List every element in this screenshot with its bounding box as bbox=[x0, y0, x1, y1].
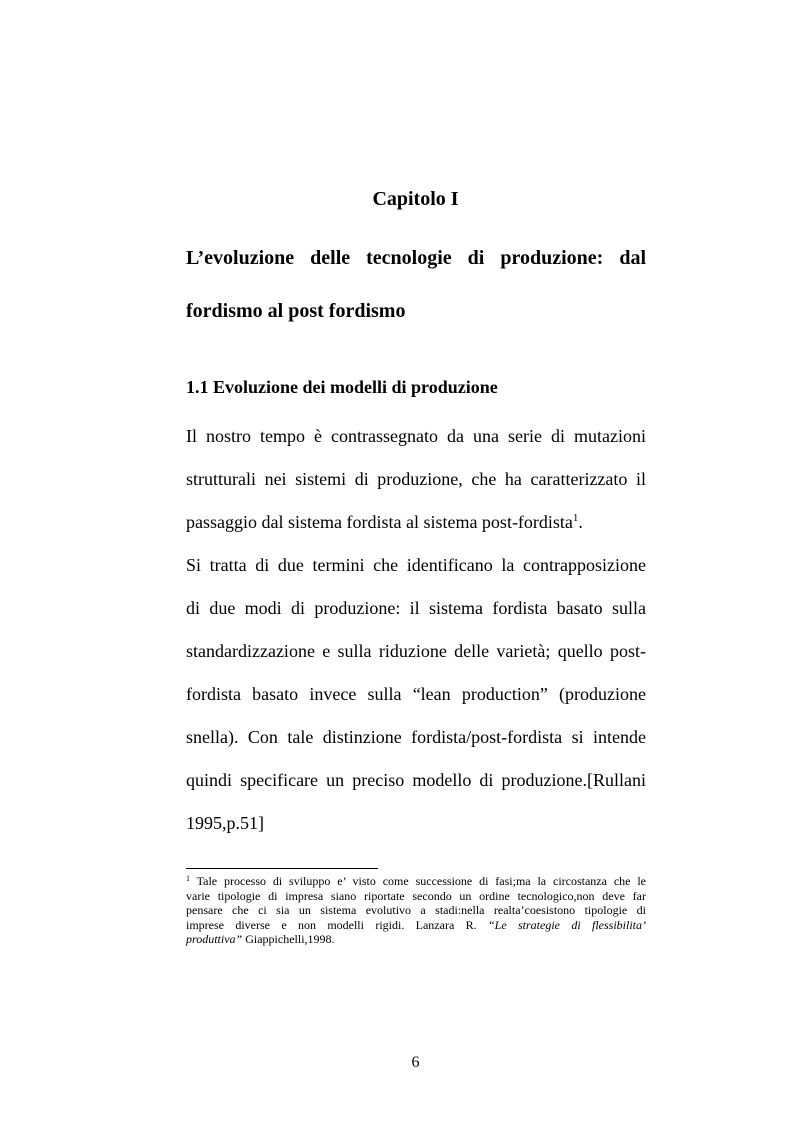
body-line: standardizzazione e sulla riduzione delle varietà; quello post- bbox=[186, 641, 646, 661]
chapter-title-line: L’evoluzione delle tecnologie di produzione: dal bbox=[186, 247, 646, 269]
section-heading: 1.1 Evoluzione dei modelli di produzione bbox=[186, 377, 498, 397]
footnote-text: Tale processo di sviluppo e’ visto come successione di fasi;ma la circostanza che le bbox=[196, 874, 646, 888]
footnote-text: imprese diverse e non modelli rigidi. Lanzara R. bbox=[186, 917, 488, 932]
body-line-text: passaggio dal sistema fordista al sistema post-fordista bbox=[186, 512, 573, 532]
footnote-line: varie tipologie di impresa siano riportate secondo un ordine tecnologico,non deve far bbox=[186, 888, 646, 903]
body-line: Il nostro tempo è contrassegnato da una serie di mutazioni bbox=[186, 426, 646, 446]
body-paragraphs bbox=[186, 415, 646, 845]
chapter-title bbox=[186, 232, 646, 338]
footnote-marker: 1 bbox=[186, 874, 190, 883]
chapter-title-line: fordismo al post fordismo bbox=[186, 300, 406, 322]
footnote-separator bbox=[186, 868, 378, 869]
body-line: snella). Con tale distinzione fordista/post-fordista si intende bbox=[186, 727, 646, 747]
body-line: quindi specificare un preciso modello di produzione.[Rullani bbox=[186, 770, 646, 790]
footnote-line: pensare che ci sia un sistema evolutivo a stadi:nella realta’coesistono tipologie di bbox=[186, 903, 646, 918]
body-line-period: . bbox=[578, 512, 583, 532]
footnote-line bbox=[186, 874, 646, 889]
footnote-citation-title: produttiva” bbox=[186, 932, 243, 947]
footnote-publisher: Giappichelli,1998. bbox=[242, 932, 335, 947]
page-number: 6 bbox=[411, 1054, 420, 1071]
footnote-line bbox=[186, 918, 646, 933]
body-line: 1995,p.51] bbox=[186, 813, 264, 833]
body-line: Si tratta di due termini che identificano la contrapposizione bbox=[186, 555, 646, 575]
footnote-line bbox=[186, 932, 646, 947]
footnote-reference[interactable]: 1 bbox=[572, 512, 579, 524]
body-line: strutturali nei sistemi di produzione, che ha caratterizzato il bbox=[186, 469, 646, 489]
footnote-citation-title: “Le strategie di flessibilita’ bbox=[487, 917, 646, 932]
body-line: fordista basato invece sulla “lean production” (produzione bbox=[186, 684, 646, 704]
chapter-label: Capitolo I bbox=[372, 188, 459, 210]
body-line bbox=[186, 501, 646, 544]
footnote bbox=[186, 874, 646, 947]
body-line: di due modi di produzione: il sistema fordista basato sulla bbox=[186, 598, 646, 618]
